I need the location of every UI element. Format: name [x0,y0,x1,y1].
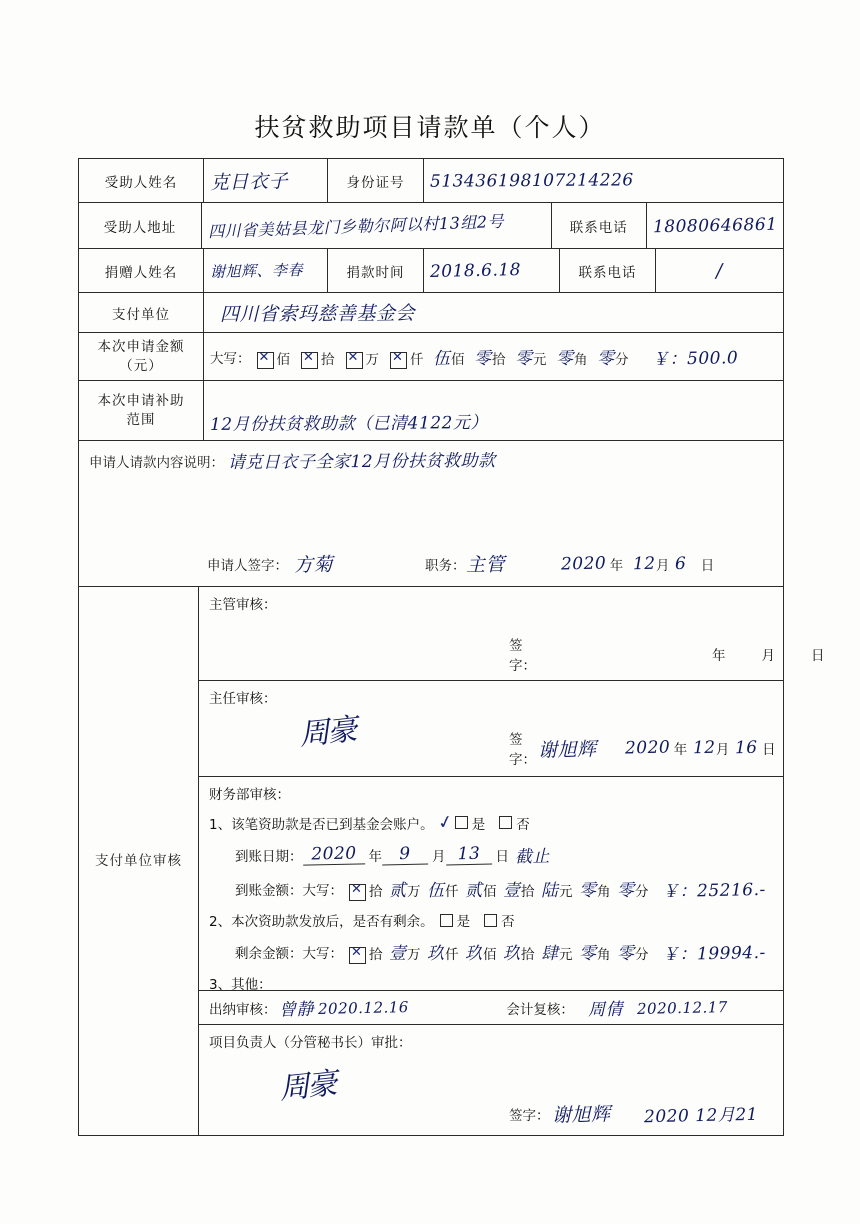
amount-unit-label: 仟 [445,947,459,963]
director-sign-label: 签字： [509,732,536,768]
amount-digit-handwriting: 伍 [432,348,451,370]
amount-unit-cell [578,880,612,902]
director-day-value: 16 [735,737,759,759]
amount-digit-handwriting: 零 [616,880,635,902]
arrival-date-line [209,842,773,867]
pay-unit-value [203,293,783,332]
q1-no-checkbox[interactable] [499,816,512,829]
amount-unit-label: 拾 [369,947,383,963]
arrival-year-unit: 年 [368,848,382,865]
director-sign-line [199,728,776,768]
amount-unit-label: 万 [365,352,379,368]
amount-digit-handwriting: 陆 [540,880,559,902]
manager-date: 2020 12月21 [643,1104,759,1128]
director-year-unit: 年 [673,742,688,758]
amount-crossed-box [390,352,407,369]
amount-crossed-box [346,352,363,369]
phone-handwriting-2: / [715,259,724,282]
request-content-label: 申请人请款内容说明： [89,455,224,471]
amount-unit-cell [299,352,336,368]
amount-crossed-box [349,884,366,901]
phone-value-2 [655,249,783,292]
accountant-signature: 周倩 [587,999,624,1021]
arrival-month-unit: 月 [432,848,446,865]
supervisor-year-unit: 年 [712,648,726,664]
amount-digit-handwriting: 零 [578,880,597,902]
subsidy-scope-label-line2: 范围 [126,411,156,428]
amount-unit-cell [344,352,381,368]
amount-unit-cell [255,352,292,368]
amount-digit-handwriting: 零 [473,348,492,370]
amount-unit-label: 角 [597,884,611,900]
amount-units-group [251,344,630,369]
director-day-unit: 日 [762,742,776,758]
phone-value-1 [646,203,783,248]
amount-digit-handwriting: 零 [616,943,635,965]
amount-unit-label: 拾 [321,352,335,368]
finance-question-1 [209,812,773,833]
amount-digit-handwriting: 贰 [464,880,483,902]
amount-unit-cell [464,943,498,965]
request-content-handwriting: 请克日衣子全家12月份扶贫救助款 [228,451,497,473]
amount-crossed-box [257,352,274,369]
arrival-amount-label: 到账金额： [235,882,303,899]
amount-unit-cell [514,348,548,370]
apply-day-unit: 日 [700,557,715,574]
subsidy-scope-handwriting: 12月份扶贫救助款（已清4122元） [209,413,488,435]
apply-month-value: 12 [633,553,657,574]
arrival-amount-figure: ￥：25216.- [661,879,766,903]
applicant-sign-label: 申请人签字： [207,557,288,574]
balance-units-group [343,939,650,964]
phone-handwriting-1: 18080646861 [652,214,778,237]
id-number-handwriting: 513436198107214226 [429,169,634,192]
q1-check-mark: ✓ [435,810,455,835]
amount-digit-handwriting: 零 [596,348,615,370]
amount-unit-cell [578,943,612,965]
accountant-date: 2020.12.17 [636,997,728,1018]
table-row [79,249,783,293]
amount-digit-handwriting: 伍 [426,880,445,902]
amount-digit-handwriting: 零 [578,943,597,965]
finance-question-2 [209,910,773,930]
amount-unit-cell [540,880,574,902]
page-title: 扶贫救助项目请款单（个人） [254,113,606,142]
applicant-signature: 方菊 [293,553,334,577]
donor-name-label: 捐赠人姓名 [104,264,178,281]
table-row [79,293,783,333]
amount-unit-label: 佰 [276,352,290,368]
phone-label-1: 联系电话 [551,203,646,248]
manager-approve-label: 项目负责人（分管秘书长）审批： [209,1035,412,1051]
amount-unit-label: 拾 [521,884,535,900]
apply-year-value: 2020 [560,553,607,574]
amount-unit-label: 佰 [483,947,497,963]
q3-text: 3、其他： [209,977,272,993]
q1-text: 1、该笔资助款是否已到基金会账户。 [209,816,434,833]
supervisor-month-unit: 月 [761,648,775,664]
amount-digit-handwriting: 玖 [426,943,445,965]
apply-day-value: 6 [675,553,687,574]
amount-unit-cell [502,880,536,902]
amount-digit-handwriting: 壹 [502,880,521,902]
director-review-block [199,681,783,777]
amount-unit-label: 元 [559,884,573,900]
q2-yes-checkbox[interactable] [440,914,453,927]
finance-question-3 [209,973,773,993]
finance-review-label: 财务部审核： [209,787,290,803]
donate-time-label: 捐款时间 [327,249,423,292]
amount-crossed-box [301,352,318,369]
amount-unit-cell [464,880,498,902]
position-label: 职务： [425,557,466,574]
id-number-label: 身份证号 [327,159,423,202]
donor-name-value [203,249,327,292]
director-review-label: 主任审核： [209,691,277,707]
arrival-date-label: 到账日期： [235,848,303,865]
pay-unit-label: 支付单位 [112,306,170,323]
audit-section-label [79,587,199,1135]
arrival-amount-line [209,876,773,901]
amount-digit-handwriting: 零 [555,348,574,370]
audit-section-row [79,587,825,1135]
supervisor-review-block [199,587,825,681]
apply-year-unit: 年 [609,557,624,574]
finance-review-block [199,777,783,991]
q2-yes-label: 是 [456,914,471,930]
table-row [79,381,783,441]
recipient-address-handwriting: 四川省美姑县龙门乡勒尔阿以村13组2号 [207,211,505,242]
cashier-signature: 曾静 [278,999,314,1021]
amount-unit-label: 分 [615,352,629,368]
amount-unit-label: 万 [407,884,421,900]
table-row [79,333,783,381]
subsidy-scope-label-line1: 本次申请补助 [97,393,185,410]
amount-unit-label: 分 [635,947,649,963]
donate-time-value [423,249,559,292]
balance-prefix: 大写： [302,945,343,962]
amount-digit-handwriting: 零 [514,348,533,370]
apply-amount-figure: ￥：500.0 [651,348,738,370]
amount-digit-handwriting: 玖 [464,943,483,965]
director-signature: 谢旭辉 [537,737,597,762]
amount-digit-handwriting: 壹 [388,943,407,965]
amount-unit-label: 佰 [483,884,497,900]
amount-unit-cell [388,880,422,902]
amount-unit-label: 元 [533,352,547,368]
manager-stamp: 周豪 [277,1066,338,1107]
position-value: 主管 [465,553,505,577]
apply-amount-line [210,344,738,369]
amount-unit-cell [555,348,589,370]
arrival-amount-units-group [343,876,650,901]
director-month-value: 12 [693,737,717,759]
audit-section-label-text: 支付单位审核 [95,852,182,869]
table-row [79,159,783,203]
director-month-unit: 月 [715,742,730,758]
amount-unit-cell [502,943,536,965]
amount-unit-cell [347,947,384,963]
amount-unit-label: 元 [559,947,573,963]
amount-unit-label: 角 [574,352,588,368]
balance-amount-line [209,939,773,964]
amount-prefix: 大写： [210,350,251,367]
amount-unit-cell [616,943,650,965]
request-content-block [79,441,783,586]
amount-unit-cell [596,348,630,370]
cashier-date: 2020.12.16 [317,997,409,1018]
amount-unit-cell [473,348,507,370]
amount-unit-label: 分 [635,884,649,900]
amount-unit-label: 拾 [492,352,506,368]
arrival-amount-prefix: 大写： [302,882,343,899]
donate-time-handwriting: 2018.6.18 [429,259,522,282]
recipient-name-handwriting: 克日衣子 [209,170,289,194]
amount-crossed-box [349,947,366,964]
q1-no-label: 否 [516,816,530,833]
amount-digit-handwriting: 玖 [502,943,521,965]
audit-section-body [199,587,825,1135]
q2-no-checkbox[interactable] [484,914,497,927]
amount-unit-cell [432,348,466,370]
donor-name-handwriting: 谢旭辉、李春 [209,261,304,281]
amount-unit-cell [426,880,460,902]
balance-label: 剩余金额： [235,945,303,962]
id-number-value [423,159,783,202]
pay-unit-handwriting: 四川省索玛慈善基金会 [219,302,416,326]
accountant-label: 会计复核： [506,1001,574,1018]
arrival-note: 截止 [514,846,551,868]
amount-unit-label: 拾 [521,947,535,963]
subsidy-scope-label [79,381,203,440]
request-content-line [89,447,773,472]
q1-yes-label: 是 [471,816,486,833]
manager-approve-block [199,1025,783,1135]
amount-unit-label: 角 [597,947,611,963]
amount-unit-cell [426,943,460,965]
apply-amount-label-line1: 本次申请金额 [97,339,185,356]
amount-digit-handwriting: 贰 [388,880,407,902]
amount-unit-cell [388,943,422,965]
cashier-label: 出纳审核： [209,1001,277,1018]
apply-amount-value [203,333,783,380]
balance-figure: ￥：19994.- [661,942,766,966]
subsidy-scope-value [203,381,783,440]
amount-unit-label: 仟 [410,352,424,368]
manager-signature: 谢旭辉 [551,1103,611,1127]
q2-no-label: 否 [501,914,515,930]
amount-unit-cell [347,884,384,900]
table-row [79,203,783,249]
arrival-month-value: 9 [382,844,428,866]
recipient-name-value [203,159,327,202]
supervisor-day-unit: 日 [811,648,825,664]
arrival-year-value: 2020 [302,843,364,865]
q1-yes-checkbox[interactable] [455,816,468,829]
amount-unit-label: 佰 [451,352,465,368]
request-form-table [78,158,825,1136]
amount-unit-cell [540,943,574,965]
arrival-day-unit: 日 [495,848,509,865]
amount-unit-cell [388,352,425,368]
applicant-sign-line [89,550,773,577]
arrival-day-value: 13 [445,844,491,866]
amount-unit-cell [616,880,650,902]
amount-unit-label: 万 [407,947,421,963]
apply-month-unit: 月 [655,557,670,574]
cashier-accountant-row [199,991,783,1025]
supervisor-sign-line [199,634,825,674]
apply-amount-label-line2: （元） [119,357,163,374]
amount-unit-label: 拾 [369,884,383,900]
recipient-address-label: 受助人地址 [103,219,177,236]
director-year-value: 2020 [624,737,670,759]
recipient-address-value [201,203,551,248]
q2-text: 2、本次资助款发放后，是否有剩余。 [209,914,434,930]
amount-digit-handwriting: 肆 [540,943,559,965]
phone-label-2: 联系电话 [559,249,655,292]
supervisor-sign-label: 签字： [509,638,536,674]
manager-sign-line [199,1100,773,1127]
director-stamp: 周豪 [297,712,358,753]
amount-unit-label: 仟 [445,884,459,900]
supervisor-review-label: 主管审核： [209,597,277,613]
recipient-name-label: 受助人姓名 [104,174,178,191]
manager-sign-label: 签字： [509,1107,550,1124]
apply-amount-label [79,333,203,380]
table-row [79,441,783,587]
